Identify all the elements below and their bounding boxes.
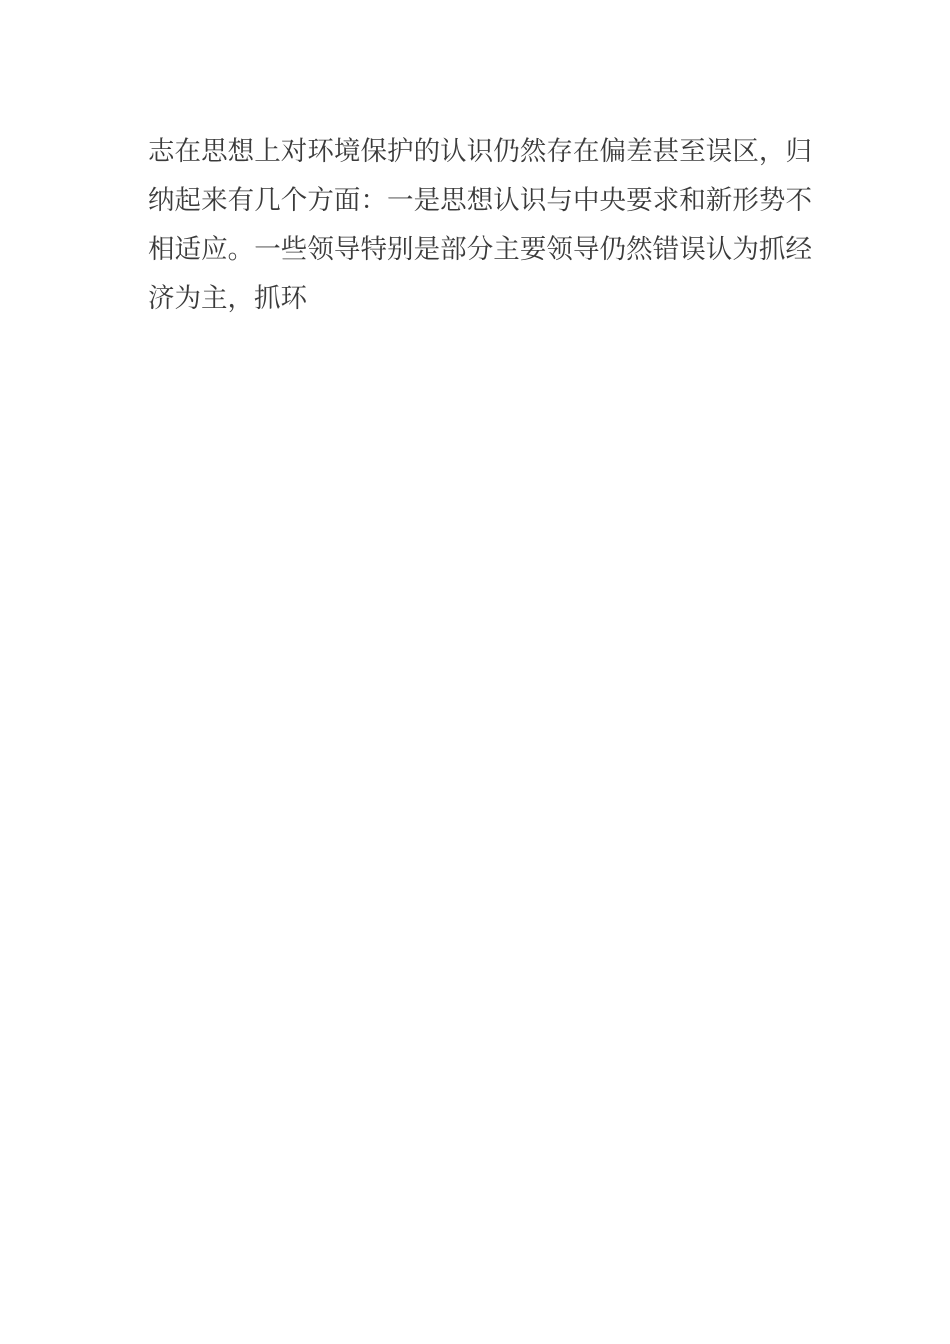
paragraph-line-4: 济为主，抓环	[148, 283, 307, 314]
paragraph	[148, 127, 812, 323]
paragraph-line-1: 志在思想上对环境保护的认识仍然存在偏差甚至误区，归	[148, 136, 812, 167]
paragraph-line-3: 相适应。一些领导特别是部分主要领导仍然错误认为抓经	[148, 234, 812, 265]
paragraph-line-2: 纳起来有几个方面：一是思想认识与中央要求和新形势不	[148, 185, 812, 216]
